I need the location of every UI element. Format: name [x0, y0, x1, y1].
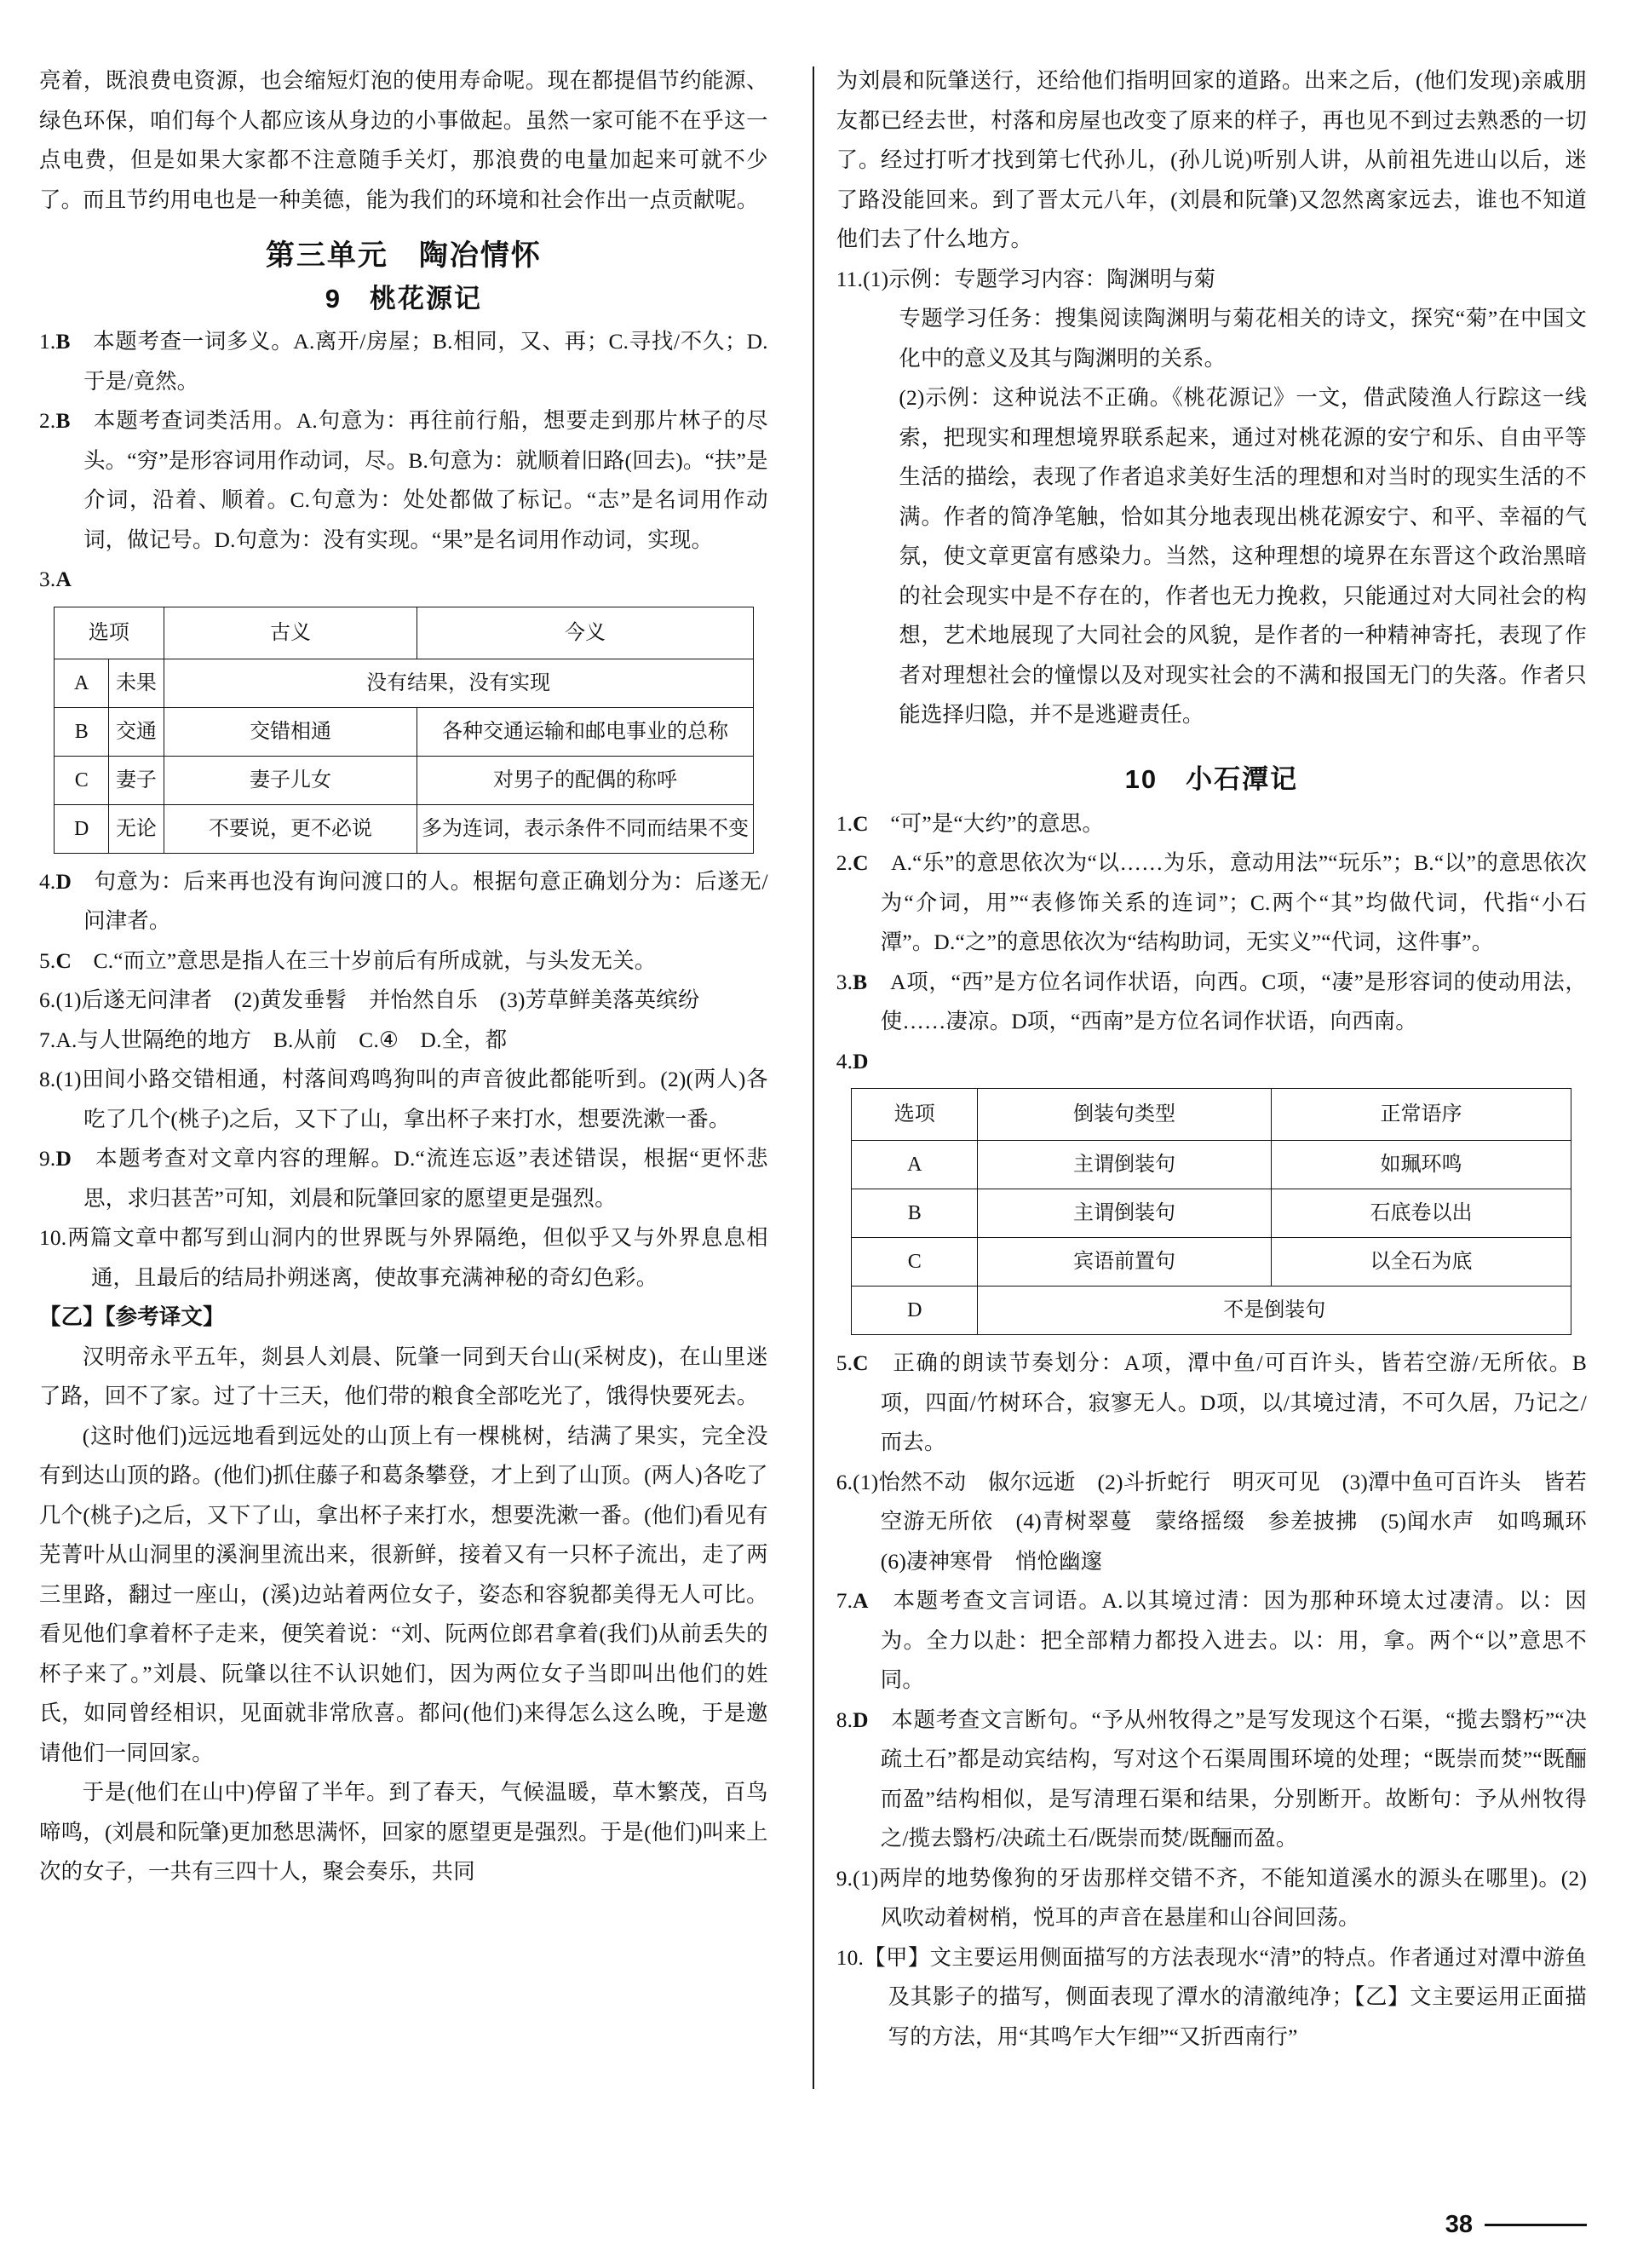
item-answer: B — [55, 409, 71, 433]
item-number: 5. — [39, 948, 56, 973]
answer-item — [39, 862, 768, 941]
item-number: 2. — [836, 851, 853, 875]
item-text: 本题考查词类活用。A.句意为：再往前行船，想要走到那片林子的尽头。“穷”是形容词用作动词，尽。B.句意为：就顺着旧路(回去)。“扶”是介词，沿着、顺着。C.句意为：处处都做了标记。“志”是名词用作动词，做记号。D.句意为：没有实现。“果”是名词用作动词，实现。 — [83, 409, 768, 552]
table-cell-new-meaning: 多为连词，表示条件不同而结果不变 — [417, 804, 753, 853]
item-number: 3. — [836, 970, 853, 994]
page-number: 38 — [1445, 2211, 1473, 2238]
item-text: (1)两岸的地势像狗的牙齿那样交错不齐，不能知道溪水的源头在哪里)。(2)风吹动着树梢，悦耳的声音在悬崖和山谷间回荡。 — [853, 1866, 1587, 1930]
item-answer: A — [853, 1589, 869, 1613]
table-cell-type: 主谓倒装句 — [978, 1141, 1271, 1189]
table-cell-option: B — [55, 707, 109, 756]
page-footer — [1445, 2211, 1587, 2239]
table-cell-option: A — [852, 1141, 978, 1189]
answer-item — [39, 941, 768, 981]
item-text: (1)后遂无问津者 (2)黄发垂髫 并怡然自乐 (3)芳草鲜美落英缤纷 — [55, 988, 700, 1012]
answer-item — [836, 1938, 1587, 2058]
table-row — [55, 659, 753, 707]
table-cell-old-meaning: 交错相通 — [164, 707, 417, 756]
item-number: 6. — [39, 988, 56, 1012]
translation-heading: 【乙】【参考译文】 — [39, 1305, 225, 1329]
table-row — [852, 1141, 1571, 1189]
item-text: 正确的朗读节奏划分：A项，潭中鱼/可百许头，皆若空游/无所依。B项，四面/竹树环合，寂寥无人。D项，以/其境过清，不可久居，乃记之/而去。 — [880, 1351, 1588, 1454]
item-answer: C — [853, 851, 869, 875]
table-header-cell: 古义 — [164, 607, 417, 659]
item-answer: A — [55, 567, 72, 591]
item-text: 本题考查文言断句。“予从州牧得之”是写发现这个石渠，“揽去翳朽”“决疏土石”都是动宾结构，写对这个石渠周围环境的处理；“既崇而焚”“既酾而盈”结构相似，是写清理石渠和结果，分别断开。故断句：予从州牧得之/揽去翳朽/决疏土石/既崇而焚/既酾而盈。 — [880, 1707, 1587, 1851]
item-number: 4. — [836, 1049, 853, 1074]
item-number: 10. — [39, 1226, 67, 1250]
answer-subitem: (2)示例：这种说法不正确。《桃花源记》一文，借武陵渔人行踪这一线索，把现实和理想境界联系起来，通过对桃花源的安宁和乐、自由平等生活的描绘，表现了作者追求美好生活的理想和对当时的现实生活的不满。作者的简净笔触，恰如其分地表现出桃花源安宁、和平、幸福的气氛，使文章更富有感染力。当然，这种理想的境界在东晋这个政治黑暗的社会现实中是不存在的，作者也无力挽救，只能通过对大同社会的构想，艺术地展现了大同社会的风貌，是作者的一种精神寄托，表现了作者对理想社会的憧憬以及对现实社会的不满和报国无门的失落。作者只能选择归隐，并不是逃避责任。 — [899, 386, 1587, 727]
answer-item — [836, 804, 1587, 844]
table-cell-option: D — [55, 804, 109, 853]
table-row — [852, 1238, 1571, 1287]
table-header-cell: 倒装句类型 — [978, 1089, 1271, 1141]
item-answer: D — [853, 1049, 869, 1074]
left-column — [39, 61, 794, 2166]
item-number: 5. — [836, 1351, 853, 1375]
item-text: 【甲】文主要运用侧面描写的方法表现水“清”的特点。作者通过对潭中游鱼及其影子的描写，侧面表现了潭水的清澈纯净；【乙】文主要运用正面描写的方法，用“其鸣乍大乍细”“又折西南行” — [864, 1945, 1587, 2049]
table-row — [55, 756, 753, 804]
answer-item — [39, 1021, 768, 1061]
translation-paragraph: 于是(他们在山中)停留了半年。到了春天，气候温暖，草木繁茂，百鸟啼鸣，(刘晨和阮肇)更加愁思满怀，回家的愿望更是强烈。于是(他们)叫来上次的女子，一共有三四十人，聚会奏乐，共同 — [39, 1781, 768, 1884]
table-cell-merged: 不是倒装句 — [978, 1287, 1571, 1335]
item-answer: C — [853, 811, 869, 836]
item-text: (1)怡然不动 俶尔远逝 (2)斗折蛇行 明灭可见 (3)潭中鱼可百许头 皆若空游无所依 (4)青树翠蔓 蒙络摇缀 参差披拂 (5)闻水声 如鸣珮环 (6)凄神寒骨 悄怆幽邃 — [853, 1470, 1609, 1574]
answer-item — [39, 560, 768, 600]
answer-item — [836, 1042, 1587, 1082]
table-cell-option: C — [852, 1238, 978, 1287]
table-cell-option: B — [852, 1189, 978, 1238]
answer-item — [836, 843, 1587, 963]
answer-item — [39, 322, 768, 401]
item-number: 11. — [836, 267, 864, 291]
item-answer: C — [853, 1351, 869, 1375]
item-number: 7. — [836, 1589, 853, 1613]
item-text: (1)田间小路交错相通，村落间鸡鸣狗叫的声音彼此都能听到。(2)(两人)各吃了几个(桃子)之后，又下了山，拿出杯子来打水，想要洗漱一番。 — [55, 1068, 768, 1131]
table-cell-order: 如珮环鸣 — [1271, 1141, 1571, 1189]
item-number: 6. — [836, 1470, 853, 1494]
table-cell-type: 主谓倒装句 — [978, 1189, 1271, 1238]
item-answer: B — [55, 330, 71, 354]
ancient-modern-meaning-table — [54, 607, 753, 854]
answer-item — [836, 1859, 1587, 1938]
answer-item — [836, 1701, 1587, 1859]
item-text: 本题考查文言词语。A.以其境过清：因为那种环境太过凄清。以：因为。全力以赴：把全部精力都投入进去。以：用，拿。两个“以”意思不同。 — [880, 1589, 1588, 1692]
table-cell-merged: 没有结果，没有实现 — [164, 659, 753, 707]
answer-item — [836, 963, 1587, 1042]
table-cell-word: 妻子 — [109, 756, 164, 804]
table-cell-order: 石底卷以出 — [1271, 1189, 1571, 1238]
table-cell-type: 宾语前置句 — [978, 1238, 1271, 1287]
table-cell-new-meaning: 各种交通运输和邮电事业的总称 — [417, 707, 753, 756]
table-header-cell: 选项 — [55, 607, 164, 659]
table-header-row — [55, 607, 753, 659]
item-answer: D — [853, 1707, 869, 1732]
item-answer: C — [55, 948, 72, 973]
answer-item — [836, 1581, 1587, 1701]
continuation-paragraph: 亮着，既浪费电资源，也会缩短灯泡的使用寿命呢。现在都提倡节约能源、绿色环保，咱们每个人都应该从身边的小事做起。虽然一家可能不在乎这一点电费，但是如果大家都不注意随手关灯，那浪费的电量加起来可就不少了。而且节约用电也是一种美德，能为我们的环境和社会作出一点贡献呢。 — [39, 69, 768, 212]
item-number: 9. — [39, 1147, 56, 1171]
answer-subitem: 专题学习任务：搜集阅读陶渊明与菊花相关的诗文，探究“菊”在中国文化中的意义及其与陶渊明的关系。 — [899, 307, 1587, 371]
answer-item — [39, 401, 768, 560]
footer-rule — [1485, 2224, 1587, 2226]
table-cell-word: 交通 — [109, 707, 164, 756]
item-answer: D — [55, 869, 72, 894]
answer-item — [39, 1060, 768, 1139]
table-header-cell: 正常语序 — [1271, 1089, 1571, 1141]
item-number: 4. — [39, 869, 56, 894]
inversion-sentence-table — [851, 1088, 1571, 1335]
item-text: 本题考查一词多义。A.离开/房屋；B.相同，又、再；C.寻找/不久；D.于是/竟然。 — [83, 330, 768, 394]
item-text: 句意为：后来再也没有询问渡口的人。根据句意正确划分为：后遂无/问津者。 — [83, 869, 768, 933]
item-text: A.“乐”的意思依次为“以……为乐，意动用法”“玩乐”；B.“以”的意思依次为“介词，用”“表修饰关系的连词”；C.两个“其”均做代词，代指“小石潭”。D.“之”的意思依次为“结构助词，无实义”“代词，这件事”。 — [880, 851, 1587, 954]
table-cell-word: 未果 — [109, 659, 164, 707]
item-answer: B — [853, 970, 868, 994]
item-number: 7. — [39, 1028, 56, 1052]
item-text: 本题考查对文章内容的理解。D.“流连忘返”表述错误，根据“更怀悲思，求归甚苦”可知，刘晨和阮肇回家的愿望更是强烈。 — [83, 1147, 768, 1211]
translation-paragraph: (这时他们)远远地看到远处的山顶上有一棵桃树，结满了果实，完全没有到达山顶的路。(他们)抓住藤子和葛条攀登，才上到了山顶。(两人)各吃了几个(桃子)之后，又下了山，拿出杯子来打水，想要洗漱一番。(他们)看见有芜菁叶从山洞里的溪涧里流出来，很新鲜，接着又有一只杯子流出，走了两三里路，翻过一座山，(溪)边站着两位女子，姿态和容貌都美得无人可比。看见他们拿着杯子走来，便笑着说：“刘、阮两位郎君拿着(我们)从前丢失的杯子来了。”刘晨、阮肇以往不认识她们，因为两位女子当即叫出他们的姓氏，如同曾经相识，见面就非常欣喜。都问(他们)来得怎么这么晚，于是邀请他们一同回家。 — [39, 1424, 768, 1765]
lesson-title-9: 9 桃花源记 — [325, 284, 482, 314]
table-header-row — [852, 1089, 1571, 1141]
answer-item — [836, 260, 1587, 300]
item-number: 9. — [836, 1866, 853, 1891]
table-cell-word: 无论 — [109, 804, 164, 853]
answer-item — [836, 1463, 1609, 1582]
item-number: 10. — [836, 1945, 865, 1970]
table-cell-option: C — [55, 756, 109, 804]
unit-title: 第三单元 陶冶情怀 — [265, 239, 542, 272]
two-column-layout — [39, 61, 1609, 2166]
table-row — [55, 804, 753, 853]
item-text: A.与人世隔绝的地方 B.从前 C.④ D.全，都 — [55, 1028, 508, 1052]
answer-item — [836, 1344, 1587, 1463]
answer-item — [39, 1139, 768, 1218]
table-header-cell: 选项 — [852, 1089, 978, 1141]
answer-item — [39, 1218, 768, 1298]
item-number: 2. — [39, 409, 56, 433]
item-answer: D — [55, 1147, 72, 1171]
table-header-cell: 今义 — [417, 607, 753, 659]
item-text: A项，“西”是方位名词作状语，向西。C项，“凄”是形容词的使动用法，使……凄凉。D项，“西南”是方位名词作状语，向西南。 — [880, 970, 1587, 1033]
item-number: 1. — [836, 811, 853, 836]
item-text: C.“而立”意思是指人在三十岁前后有所成就，与头发无关。 — [93, 948, 657, 973]
item-text: (1)示例：专题学习内容：陶渊明与菊 — [863, 267, 1216, 291]
item-number: 8. — [39, 1068, 56, 1091]
item-text: “可”是“大约”的意思。 — [890, 811, 1104, 836]
item-number: 8. — [836, 1707, 853, 1732]
table-cell-option: D — [852, 1287, 978, 1335]
table-cell-order: 以全石为底 — [1271, 1238, 1571, 1287]
table-row — [852, 1189, 1571, 1238]
item-number: 3. — [39, 567, 56, 591]
table-cell-old-meaning: 不要说，更不必说 — [164, 804, 417, 853]
translation-continued: 为刘晨和阮肇送行，还给他们指明回家的道路。出来之后，(他们发现)亲戚朋友都已经去世，村落和房屋也改变了原来的样子，再也见不到过去熟悉的一切了。经过打听才找到第七代孙儿，(孙儿说)听别人讲，从前祖先进山以后，迷了路没能回来。到了晋太元八年，(刘晨和阮肇)又忽然离家远去，谁也不知道他们去了什么地方。 — [836, 69, 1587, 251]
column-divider — [813, 66, 814, 2089]
item-number: 1. — [39, 330, 56, 354]
item-text: 两篇文章中都写到山洞内的世界既与外界隔绝，但似乎又与外界息息相通，且最后的结局扑朔迷离，使故事充满神秘的奇幻色彩。 — [66, 1226, 768, 1290]
table-cell-new-meaning: 对男子的配偶的称呼 — [417, 756, 753, 804]
lesson-title-10: 10 小石潭记 — [1124, 763, 1299, 794]
table-row — [852, 1287, 1571, 1335]
answer-item — [39, 981, 768, 1021]
table-row — [55, 707, 753, 756]
table-cell-old-meaning: 妻子儿女 — [164, 756, 417, 804]
translation-paragraph: 汉明帝永平五年，剡县人刘晨、阮肇一同到天台山(采树皮)，在山里迷了路，回不了家。过了十三天，他们带的粮食全部吃光了，饿得快要死去。 — [39, 1344, 768, 1408]
right-column — [833, 61, 1609, 2166]
table-cell-option: A — [55, 659, 109, 707]
